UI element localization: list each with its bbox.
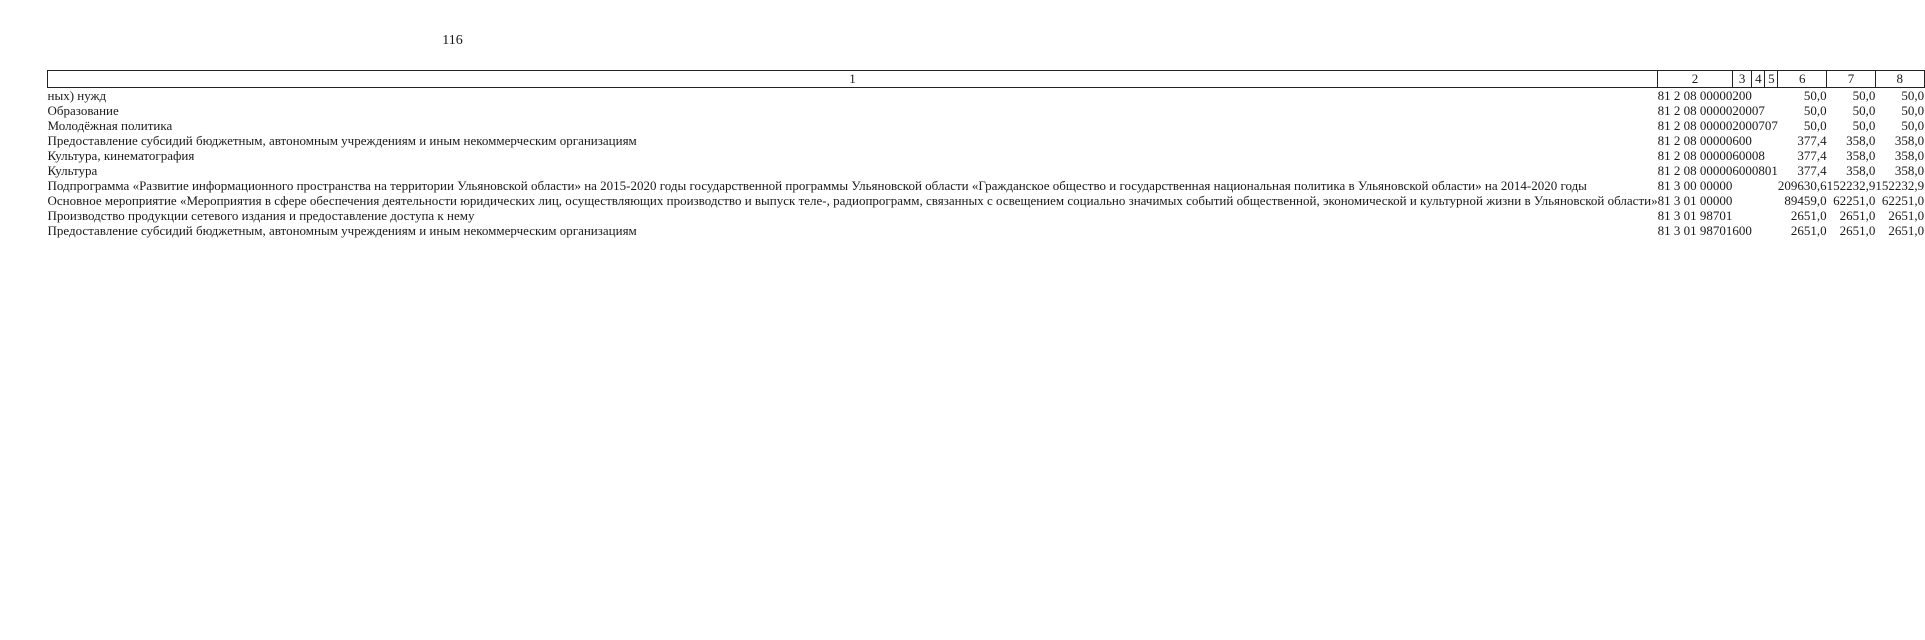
cell-v2015: 377,4 [1797,148,1827,163]
cell-vr [1732,178,1752,193]
cell-name: Образование [47,103,119,118]
cell-rz [1752,88,1765,104]
header-cell: 6 [1778,71,1827,88]
cell-v2017: 62251,0 [1881,193,1925,208]
cell-vr: 600 [1732,163,1752,178]
table-row [48,148,1925,163]
cell-pr [1765,223,1778,238]
header-cell: 3 [1732,71,1752,88]
cell-rz [1752,208,1765,223]
cell-vr [1732,193,1752,208]
cell-pr: 07 [1764,118,1778,133]
cell-v2016: 2651,0 [1839,208,1876,223]
cell-v2015: 2651,0 [1790,223,1827,238]
cell-v2016: 152232,9 [1826,178,1876,193]
cell-pr [1765,88,1778,104]
cell-name: Культура [47,163,98,178]
header-row [48,71,1925,88]
cell-v2015: 50,0 [1803,88,1827,103]
cell-v2015: 50,0 [1803,103,1827,118]
table-row [48,223,1925,238]
header-cell: 2 [1658,71,1733,88]
cell-v2017: 2651,0 [1888,223,1925,238]
cell-vr: 200 [1732,88,1752,103]
cell-v2015: 377,4 [1797,163,1827,178]
cell-code: 81 3 01 00000 [1657,193,1733,208]
cell-v2015: 2651,0 [1790,208,1827,223]
cell-pr: 01 [1764,163,1778,178]
cell-name: Молодёжная политика [47,118,173,133]
cell-vr: 600 [1732,223,1752,238]
cell-v2017: 358,0 [1894,163,1925,178]
cell-v2016: 2651,0 [1839,223,1876,238]
cell-name: Производство продукции сетевого издания и предоставление доступа к нему [47,208,475,223]
cell-code: 81 2 08 00000 [1657,103,1733,118]
cell-v2015: 377,4 [1797,133,1827,148]
cell-pr [1765,178,1778,193]
cell-v2015: 50,0 [1803,118,1827,133]
cell-v2017: 2651,0 [1888,208,1925,223]
table-row [48,163,1925,178]
table-row [48,193,1925,208]
cell-rz: 08 [1751,163,1765,178]
cell-code: 81 2 08 00000 [1657,148,1733,163]
cell-pr [1765,133,1778,148]
table-row [48,178,1925,193]
cell-rz [1752,193,1765,208]
cell-v2017: 358,0 [1894,148,1925,163]
cell-v2017: 358,0 [1894,133,1925,148]
cell-v2015: 209630,6 [1777,178,1827,193]
budget-table [47,70,1925,238]
cell-vr [1732,208,1752,223]
cell-rz [1752,223,1765,238]
cell-vr: 200 [1732,103,1752,118]
cell-rz: 08 [1751,148,1765,163]
cell-code: 81 2 08 00000 [1657,163,1733,178]
cell-rz [1752,133,1765,148]
cell-v2016: 50,0 [1852,88,1876,103]
cell-name: Предоставление субсидий бюджетным, автономным учреждениям и иным некоммерческим организациям [47,223,637,238]
cell-v2016: 62251,0 [1833,193,1876,208]
cell-code: 81 2 08 00000 [1657,88,1733,103]
cell-rz: 07 [1751,118,1765,133]
header-cell: 8 [1875,71,1924,88]
cell-pr [1765,208,1778,223]
cell-rz: 07 [1751,103,1765,118]
cell-v2017: 50,0 [1901,103,1925,118]
cell-v2016: 50,0 [1852,103,1876,118]
cell-code: 81 3 01 98701 [1657,223,1733,238]
page-number: 116 [442,33,463,48]
cell-name: Подпрограмма «Развитие информационного пространства на территории Ульяновской области» на 2015-2020 годы государственной программы Ульяновской области «Гражданское общество и государственная национальная политика в Ульяновской области» на 2014-2020 годы [47,178,1587,193]
cell-v2016: 358,0 [1846,133,1876,148]
cell-code: 81 2 08 00000 [1657,133,1733,148]
cell-code: 81 3 00 00000 [1657,178,1733,193]
cell-name: Основное мероприятие «Мероприятия в сфере обеспечения деятельности юридических лиц, осуществляющих производство и выпуск теле-, радиопрограмм, связанных с освещением социально значимых событий общественной, экономической и культурной жизни в Ульяновской области» [47,193,1658,208]
cell-v2017: 152232,9 [1875,178,1925,193]
table-row [48,133,1925,148]
cell-v2016: 358,0 [1846,163,1876,178]
header-cell: 5 [1765,71,1778,88]
cell-v2015: 89459,0 [1784,193,1827,208]
table-row [48,103,1925,118]
cell-vr: 200 [1732,118,1752,133]
cell-v2016: 358,0 [1846,148,1876,163]
cell-name: Культура, кинематография [47,148,195,163]
cell-vr: 600 [1732,148,1752,163]
header-cell: 4 [1752,71,1765,88]
table-row [48,118,1925,133]
cell-name: Предоставление субсидий бюджетным, автономным учреждениям и иным некоммерческим организациям [47,133,637,148]
cell-code: 81 2 08 00000 [1657,118,1733,133]
cell-vr: 600 [1732,133,1752,148]
table-row [48,208,1925,223]
cell-rz [1752,178,1765,193]
cell-v2017: 50,0 [1901,88,1925,103]
cell-code: 81 3 01 98701 [1657,208,1733,223]
cell-name: ных) нужд [47,88,107,103]
header-cell: 1 [48,71,1658,88]
cell-pr [1765,148,1778,163]
cell-v2017: 50,0 [1901,118,1925,133]
table-row [48,88,1925,104]
cell-v2016: 50,0 [1852,118,1876,133]
header-cell: 7 [1827,71,1876,88]
cell-pr [1765,103,1778,118]
cell-pr [1765,193,1778,208]
